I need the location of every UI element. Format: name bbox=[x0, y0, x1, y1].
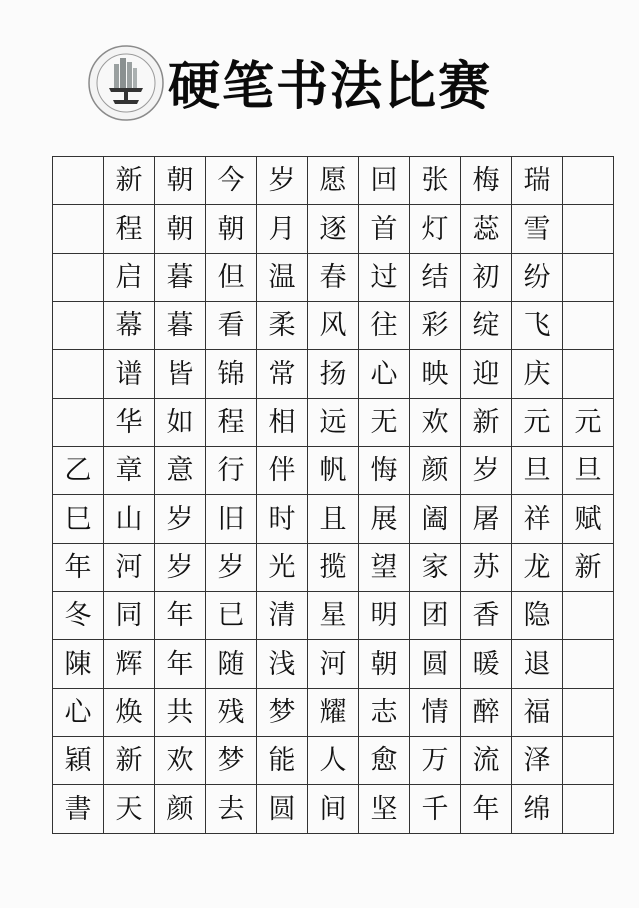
grid-cell: 坚 bbox=[359, 785, 410, 834]
grid-cell: 朝 bbox=[359, 640, 410, 688]
school-emblem-logo bbox=[87, 44, 165, 122]
grid-cell: 随 bbox=[206, 640, 257, 688]
grid-row bbox=[53, 640, 614, 688]
grid-row bbox=[53, 350, 614, 398]
grid-cell: 残 bbox=[206, 688, 257, 736]
grid-cell: 新 bbox=[563, 543, 614, 591]
grid-cell: 已 bbox=[206, 592, 257, 640]
grid-cell: 明 bbox=[359, 592, 410, 640]
grid-cell: 辉 bbox=[104, 640, 155, 688]
grid-cell bbox=[53, 302, 104, 350]
grid-cell: 岁 bbox=[155, 495, 206, 543]
grid-row bbox=[53, 253, 614, 301]
grid-row bbox=[53, 447, 614, 495]
grid-cell: 圆 bbox=[257, 785, 308, 834]
grid-cell: 愈 bbox=[359, 737, 410, 785]
grid-cell bbox=[53, 398, 104, 446]
grid-cell: 耀 bbox=[308, 688, 359, 736]
grid-cell: 意 bbox=[155, 447, 206, 495]
grid-cell: 万 bbox=[410, 737, 461, 785]
grid-cell: 时 bbox=[257, 495, 308, 543]
grid-cell: 风 bbox=[308, 302, 359, 350]
grid-cell: 岁 bbox=[461, 447, 512, 495]
grid-cell: 朝 bbox=[155, 157, 206, 205]
grid-cell: 颜 bbox=[155, 785, 206, 834]
grid-cell: 春 bbox=[308, 253, 359, 301]
grid-cell bbox=[563, 253, 614, 301]
grid-cell: 新 bbox=[104, 737, 155, 785]
grid-cell: 张 bbox=[410, 157, 461, 205]
grid-cell: 启 bbox=[104, 253, 155, 301]
grid-cell: 暖 bbox=[461, 640, 512, 688]
grid-cell: 皆 bbox=[155, 350, 206, 398]
grid-cell: 圆 bbox=[410, 640, 461, 688]
grid-cell: 欢 bbox=[155, 737, 206, 785]
grid-cell: 年 bbox=[53, 543, 104, 591]
grid-cell: 程 bbox=[104, 205, 155, 253]
grid-cell: 望 bbox=[359, 543, 410, 591]
grid-cell: 伴 bbox=[257, 447, 308, 495]
grid-cell: 绽 bbox=[461, 302, 512, 350]
grid-cell: 逐 bbox=[308, 205, 359, 253]
grid-cell: 千 bbox=[410, 785, 461, 834]
grid-cell: 乙 bbox=[53, 447, 104, 495]
grid-cell: 相 bbox=[257, 398, 308, 446]
grid-cell: 河 bbox=[104, 543, 155, 591]
grid-cell: 华 bbox=[104, 398, 155, 446]
grid-cell: 月 bbox=[257, 205, 308, 253]
grid-row bbox=[53, 737, 614, 785]
grid-cell: 锦 bbox=[206, 350, 257, 398]
grid-cell: 雪 bbox=[512, 205, 563, 253]
grid-cell: 程 bbox=[206, 398, 257, 446]
grid-cell: 岁 bbox=[257, 157, 308, 205]
grid-row bbox=[53, 157, 614, 205]
grid-cell: 醉 bbox=[461, 688, 512, 736]
grid-cell: 焕 bbox=[104, 688, 155, 736]
grid-cell: 今 bbox=[206, 157, 257, 205]
grid-cell: 间 bbox=[308, 785, 359, 834]
grid-cell: 旦 bbox=[512, 447, 563, 495]
grid-cell bbox=[563, 737, 614, 785]
grid-cell: 天 bbox=[104, 785, 155, 834]
grid-cell: 年 bbox=[461, 785, 512, 834]
grid-cell: 星 bbox=[308, 592, 359, 640]
grid-cell: 浅 bbox=[257, 640, 308, 688]
grid-cell: 灯 bbox=[410, 205, 461, 253]
grid-cell: 岁 bbox=[206, 543, 257, 591]
grid-cell bbox=[53, 350, 104, 398]
grid-cell: 扬 bbox=[308, 350, 359, 398]
grid-cell: 退 bbox=[512, 640, 563, 688]
grid-cell: 陳 bbox=[53, 640, 104, 688]
grid-cell: 过 bbox=[359, 253, 410, 301]
grid-cell: 隐 bbox=[512, 592, 563, 640]
grid-cell: 团 bbox=[410, 592, 461, 640]
grid-cell: 流 bbox=[461, 737, 512, 785]
grid-cell: 谱 bbox=[104, 350, 155, 398]
grid-cell: 香 bbox=[461, 592, 512, 640]
grid-cell: 纷 bbox=[512, 253, 563, 301]
grid-cell: 柔 bbox=[257, 302, 308, 350]
calligraphy-grid bbox=[52, 156, 614, 834]
grid-cell: 梅 bbox=[461, 157, 512, 205]
grid-cell: 揽 bbox=[308, 543, 359, 591]
grid-cell: 且 bbox=[308, 495, 359, 543]
grid-cell: 往 bbox=[359, 302, 410, 350]
grid-cell bbox=[53, 205, 104, 253]
grid-cell: 苏 bbox=[461, 543, 512, 591]
grid-cell: 同 bbox=[104, 592, 155, 640]
grid-cell: 幕 bbox=[104, 302, 155, 350]
grid-cell: 如 bbox=[155, 398, 206, 446]
grid-row bbox=[53, 543, 614, 591]
grid-cell: 心 bbox=[53, 688, 104, 736]
grid-cell: 结 bbox=[410, 253, 461, 301]
grid-cell bbox=[563, 688, 614, 736]
grid-cell: 初 bbox=[461, 253, 512, 301]
grid-cell: 温 bbox=[257, 253, 308, 301]
grid-cell bbox=[563, 350, 614, 398]
grid-cell: 绵 bbox=[512, 785, 563, 834]
grid-cell: 彩 bbox=[410, 302, 461, 350]
grid-cell: 岁 bbox=[155, 543, 206, 591]
grid-cell bbox=[563, 592, 614, 640]
grid-cell: 远 bbox=[308, 398, 359, 446]
grid-cell: 颜 bbox=[410, 447, 461, 495]
grid-cell: 情 bbox=[410, 688, 461, 736]
grid-cell: 行 bbox=[206, 447, 257, 495]
grid-cell: 書 bbox=[53, 785, 104, 834]
grid-cell: 福 bbox=[512, 688, 563, 736]
grid-cell: 常 bbox=[257, 350, 308, 398]
grid-cell: 能 bbox=[257, 737, 308, 785]
grid-cell bbox=[563, 302, 614, 350]
grid-cell: 共 bbox=[155, 688, 206, 736]
grid-cell: 愿 bbox=[308, 157, 359, 205]
grid-cell: 悔 bbox=[359, 447, 410, 495]
grid-cell: 河 bbox=[308, 640, 359, 688]
grid-cell: 看 bbox=[206, 302, 257, 350]
grid-cell: 新 bbox=[461, 398, 512, 446]
grid-cell: 元 bbox=[563, 398, 614, 446]
grid-cell: 无 bbox=[359, 398, 410, 446]
grid-cell: 志 bbox=[359, 688, 410, 736]
grid-cell: 章 bbox=[104, 447, 155, 495]
grid-cell bbox=[563, 157, 614, 205]
grid-cell: 冬 bbox=[53, 592, 104, 640]
grid-cell: 去 bbox=[206, 785, 257, 834]
grid-cell: 心 bbox=[359, 350, 410, 398]
grid-cell: 赋 bbox=[563, 495, 614, 543]
grid-cell: 庆 bbox=[512, 350, 563, 398]
grid-cell: 回 bbox=[359, 157, 410, 205]
grid-cell: 朝 bbox=[206, 205, 257, 253]
grid-cell: 山 bbox=[104, 495, 155, 543]
grid-row bbox=[53, 592, 614, 640]
grid-cell: 首 bbox=[359, 205, 410, 253]
grid-cell: 瑞 bbox=[512, 157, 563, 205]
grid-cell: 巳 bbox=[53, 495, 104, 543]
grid-cell: 龙 bbox=[512, 543, 563, 591]
grid-row bbox=[53, 302, 614, 350]
grid-cell: 帆 bbox=[308, 447, 359, 495]
grid-cell: 欢 bbox=[410, 398, 461, 446]
grid-cell bbox=[53, 157, 104, 205]
grid-cell: 暮 bbox=[155, 302, 206, 350]
grid-cell: 屠 bbox=[461, 495, 512, 543]
grid-cell: 朝 bbox=[155, 205, 206, 253]
grid-cell: 但 bbox=[206, 253, 257, 301]
grid-cell: 人 bbox=[308, 737, 359, 785]
grid-cell: 旧 bbox=[206, 495, 257, 543]
grid-cell: 迎 bbox=[461, 350, 512, 398]
grid-cell: 泽 bbox=[512, 737, 563, 785]
grid-cell: 年 bbox=[155, 592, 206, 640]
grid-cell bbox=[563, 640, 614, 688]
grid-cell: 飞 bbox=[512, 302, 563, 350]
grid-cell: 阖 bbox=[410, 495, 461, 543]
grid-cell: 家 bbox=[410, 543, 461, 591]
grid-row bbox=[53, 205, 614, 253]
page-title: 硬笔书法比赛 bbox=[168, 57, 493, 117]
grid-cell: 映 bbox=[410, 350, 461, 398]
header bbox=[0, 0, 639, 150]
grid-row bbox=[53, 495, 614, 543]
grid-cell: 清 bbox=[257, 592, 308, 640]
grid-cell bbox=[53, 253, 104, 301]
grid-cell: 年 bbox=[155, 640, 206, 688]
grid-row bbox=[53, 688, 614, 736]
grid-cell: 蕊 bbox=[461, 205, 512, 253]
grid-cell: 梦 bbox=[206, 737, 257, 785]
grid-row bbox=[53, 785, 614, 834]
grid-cell bbox=[563, 785, 614, 834]
grid-cell: 新 bbox=[104, 157, 155, 205]
grid-cell: 暮 bbox=[155, 253, 206, 301]
grid-cell: 展 bbox=[359, 495, 410, 543]
grid-cell: 穎 bbox=[53, 737, 104, 785]
grid-cell: 梦 bbox=[257, 688, 308, 736]
grid-cell: 祥 bbox=[512, 495, 563, 543]
grid-cell: 元 bbox=[512, 398, 563, 446]
grid-cell: 旦 bbox=[563, 447, 614, 495]
grid-cell: 光 bbox=[257, 543, 308, 591]
grid-cell bbox=[563, 205, 614, 253]
grid-row bbox=[53, 398, 614, 446]
